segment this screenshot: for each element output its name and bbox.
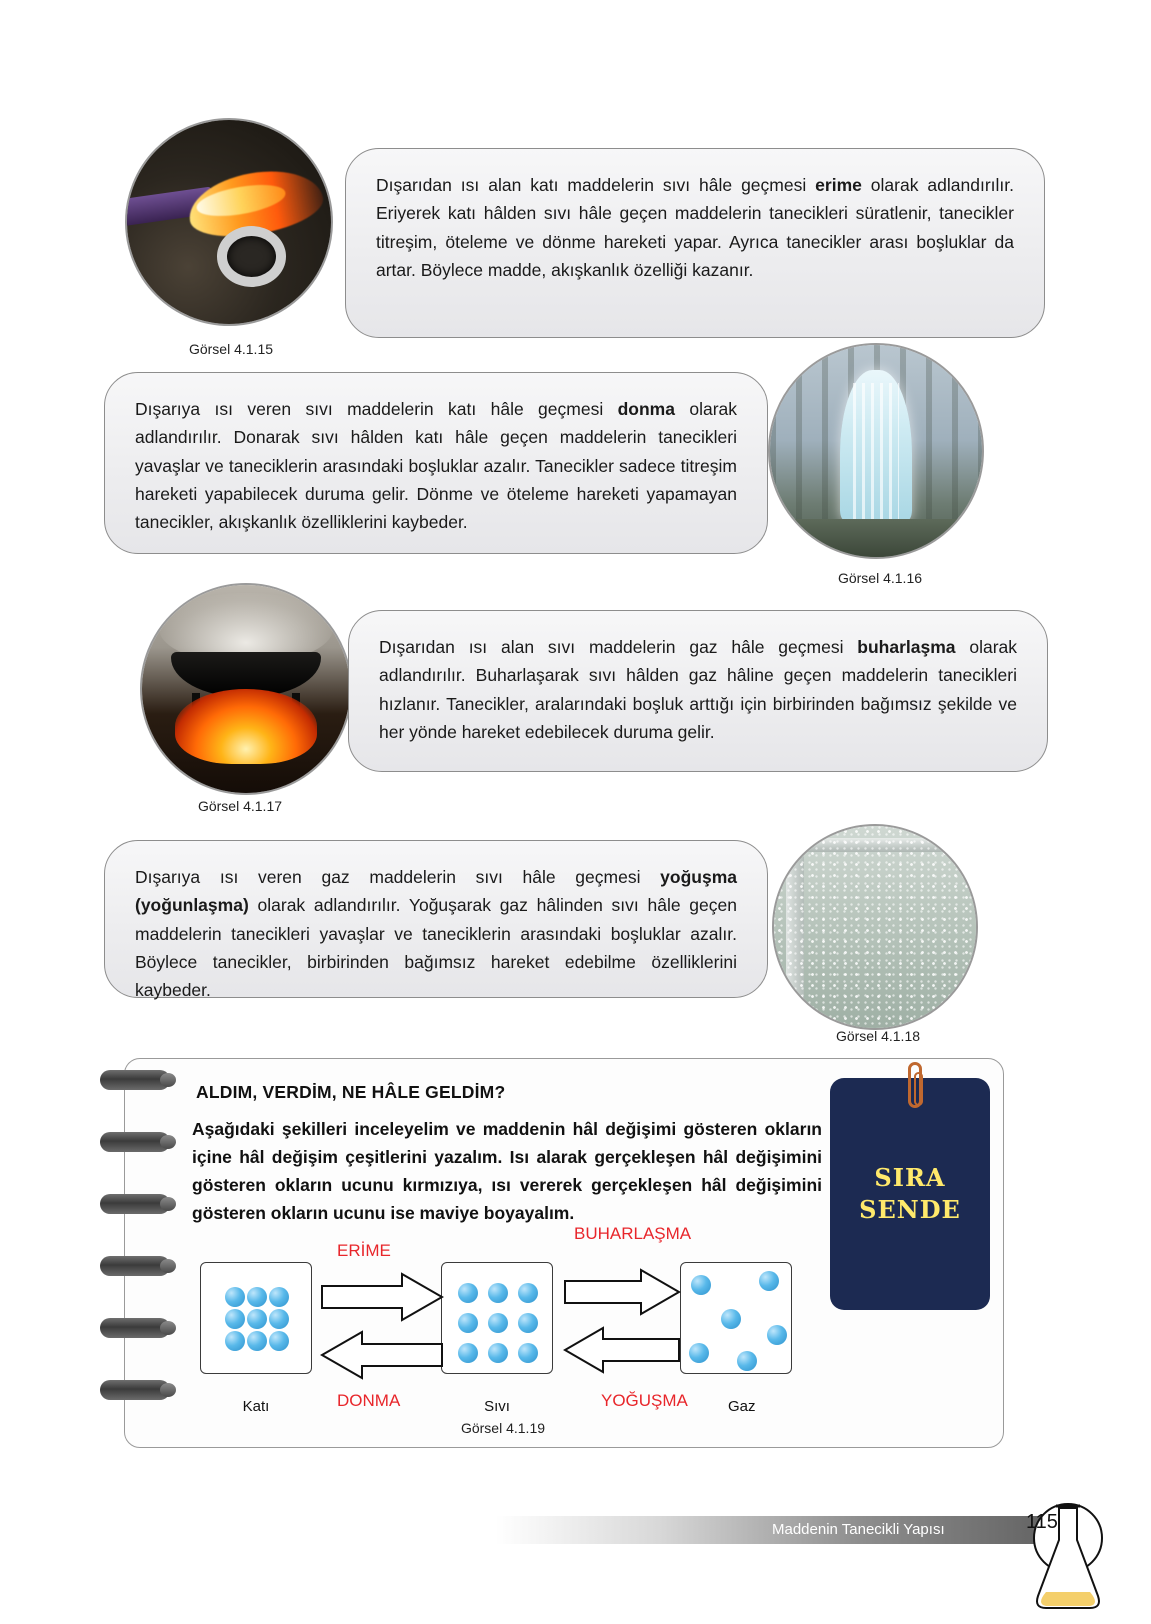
blowtorch-melting-metal-photo [125, 118, 333, 326]
figure-caption-4-1-17: Görsel 4.1.17 [197, 798, 283, 814]
paragraph-erime [345, 148, 1045, 338]
paragraph-buharlasma [348, 610, 1048, 772]
condensation-on-window-photo [772, 824, 978, 1030]
paragraph-yogusma [104, 840, 768, 1001]
figure-caption-4-1-18: Görsel 4.1.18 [835, 1028, 921, 1044]
figure-caption-4-1-19: Görsel 4.1.19 [460, 1420, 546, 1436]
sira-sende-line1: SIRA [874, 1162, 946, 1192]
sira-sende-badge [830, 1078, 990, 1310]
arrow-erime [320, 1272, 444, 1322]
cauldron-over-fire-photo [140, 583, 352, 795]
state-box-liquid [441, 1262, 553, 1374]
arrow-label-buharlasma: BUHARLAŞMA [574, 1224, 692, 1243]
page-number: 115 [1026, 1510, 1058, 1533]
paperclip-icon [908, 1062, 922, 1108]
sira-sende-line2: SENDE [859, 1195, 961, 1224]
paragraph-erime-text: Dışarıdan ısı alan katı maddelerin sıvı hâle geçmesi erime olarak adlandırılır. Eriyerek katı hâlden sıvı hâle geçen maddelerin tanecikleri süratlenir, tanecikler titreşim, öteleme ve dönme hareketi yapar. Ayrıca tanecikler arası boşluklar da artar. Böylece madde, akışkanlık özelliği kazanır. [376, 175, 1014, 281]
state-box-solid [200, 1262, 312, 1374]
figure-caption-4-1-16: Görsel 4.1.16 [837, 570, 923, 586]
activity-title: ALDIM, VERDİM, NE HÂLE GELDİM? [196, 1082, 506, 1102]
state-label-solid: Katı [242, 1398, 270, 1415]
arrow-buharlasma [563, 1268, 681, 1316]
arrow-donma [320, 1330, 444, 1380]
footer-title: Maddenin Tanecikli Yapısı [772, 1521, 945, 1538]
paragraph-donma [104, 372, 768, 554]
state-box-gas [680, 1262, 792, 1374]
paragraph-buharlasma-text: Dışarıdan ısı alan sıvı maddelerin gaz hâle geçmesi buharlaşma olarak adlandırılır. Buharlaşarak sıvı hâlden gaz hâline geçen maddelerin tanecikleri hızlanır. Tanecikler, aralarındaki boşluk arttığı için birbirinden bağımsız şekilde ve her yönde hareket edebilecek duruma gelir. [379, 637, 1018, 743]
paragraph-yogusma-text: Dışarıya ısı veren gaz maddelerin sıvı hâle geçmesi yoğuşma (yoğunlaşma) olarak adlandırılır. Yoğuşarak gaz hâlinden sıvı hâle geçen maddelerin tanecikleri yavaşlar ve taneciklerin arasındaki boşluklar azalır. Böylece tanecikler, birbirinden bağımsız hareket edebilme özelliklerini kaybeder. [135, 867, 737, 1001]
arrow-label-erime: ERİME [337, 1241, 391, 1260]
figure-caption-4-1-15: Görsel 4.1.15 [188, 341, 274, 357]
state-label-liquid: Sıvı [484, 1398, 510, 1415]
arrow-yogusma [563, 1326, 681, 1374]
state-label-gas: Gaz [728, 1398, 756, 1415]
paragraph-donma-text: Dışarıya ısı veren sıvı maddelerin katı hâle geçmesi donma olarak adlandırılır. Donarak sıvı hâlden katı hâle geçen maddelerin tanecikleri yavaşlar ve taneciklerin arasındaki boşluklar azalır. Tanecikler sadece titreşim hareketi yapabilecek duruma gelir. Dönme ve öteleme hareketi yapamayan tanecikler, akışkanlık özelliklerini kaybeder. [135, 399, 737, 533]
notebook-spiral-binding [100, 1062, 184, 1444]
arrow-label-donma: DONMA [337, 1391, 401, 1410]
activity-instructions: Aşağıdaki şekilleri inceleyelim ve maddenin hâl değişimi gösteren okların içine hâl değişim çeşitlerini yazalım. Isı alarak gerçekleşen hâl değişimini gösteren okların ucunu kırmızıya, ısı vererek gerçekleşen hâl değişimini gösteren okların ucunu ise maviye boyayalım. [192, 1119, 822, 1223]
arrow-label-yogusma: YOĞUŞMA [601, 1391, 688, 1410]
frozen-fountain-photo [768, 343, 984, 559]
